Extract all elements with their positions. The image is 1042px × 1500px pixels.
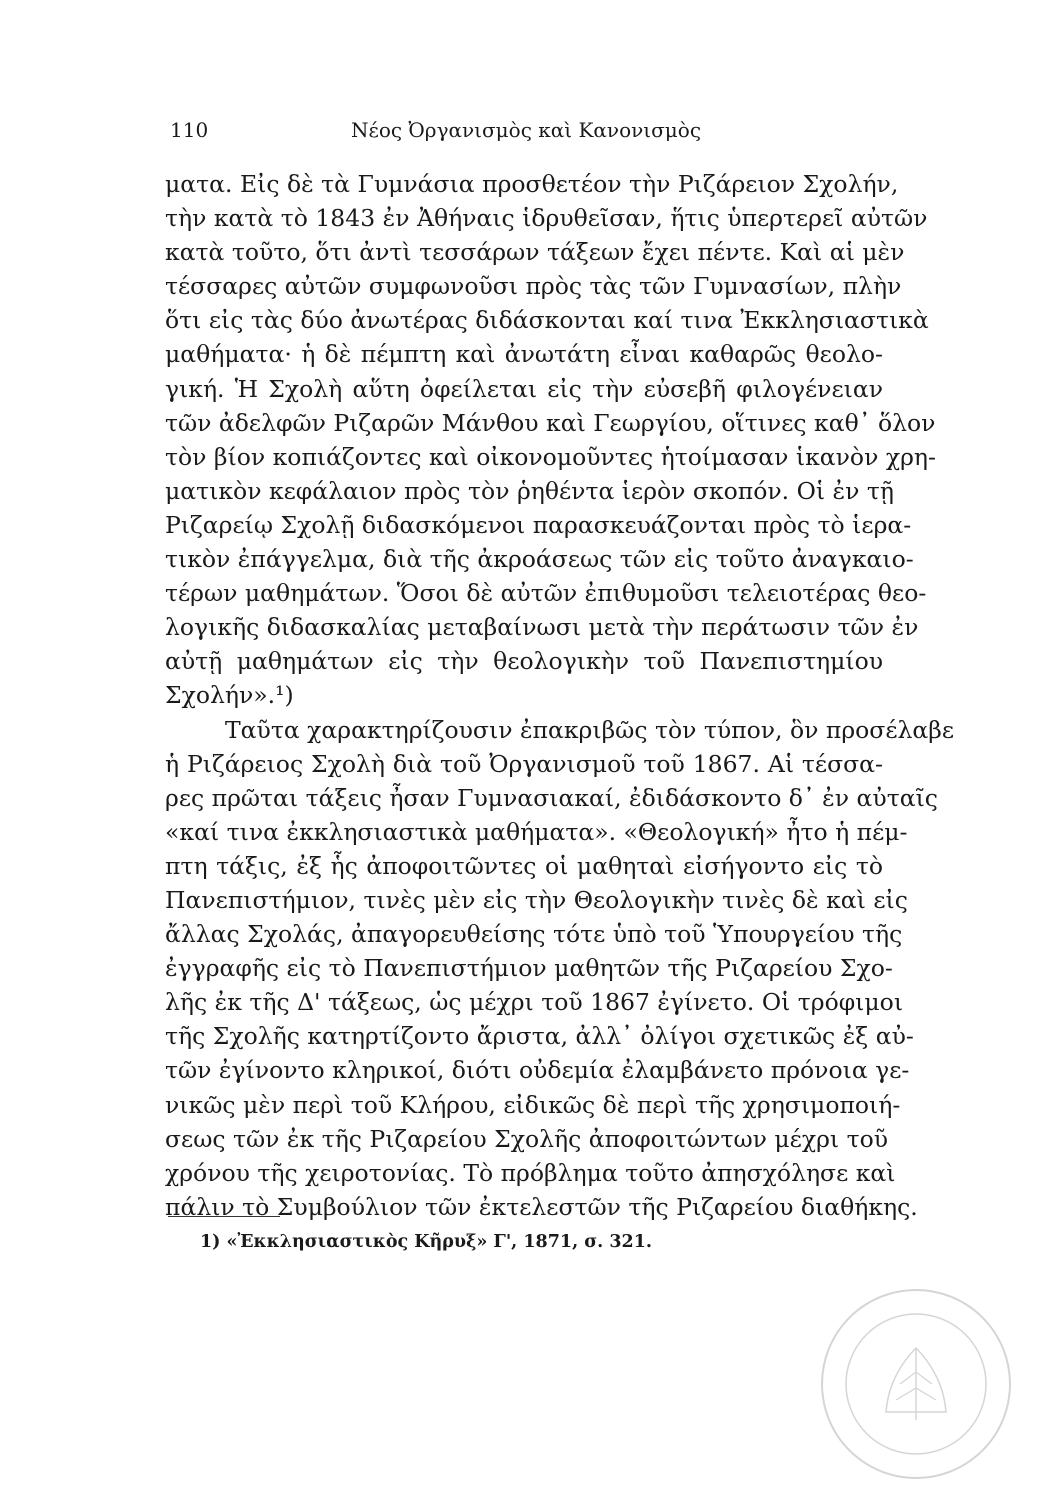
page-number: 110 — [170, 118, 209, 142]
text-line: πτη τάξις, ἐξ ἧς ἀποφοιτῶντες οἱ μαθηταὶ εἰσήγοντο εἰς τὸ — [165, 851, 883, 880]
text-line: νικῶς μὲν περὶ τοῦ Κλήρου, εἰδικῶς δὲ περὶ τῆς χρησιμοποιή- — [165, 1090, 901, 1119]
text-line: γική. Ἡ Σχολὴ αὕτη ὀφείλεται εἰς τὴν εὐσεβῆ φιλογένειαν — [165, 374, 883, 403]
text-line: αὐτῇ μαθημάτων εἰς τὴν θεολογικὴν τοῦ Πανεπιστημίου — [165, 647, 883, 676]
text-line: Σχολήν».¹) — [165, 681, 294, 710]
footnote-divider — [168, 1216, 280, 1217]
text-line: σεως τῶν ἐκ τῆς Ριζαρείου Σχολῆς ἀποφοιτώντων μέχρι τοῦ — [165, 1124, 889, 1153]
text-line: λῆς ἐκ τῆς Δ' τάξεως, ὡς μέχρι τοῦ 1867 ἐγίνετο. Οἱ τρόφιμοι — [165, 988, 904, 1017]
text-line: κατὰ τοῦτο, ὅτι ἀντὶ τεσσάρων τάξεων ἔχει πέντε. Καὶ αἱ μὲν — [165, 238, 905, 267]
footnote: 1) «Ἐκκλησιαστικὸς Κῆρυξ» Γ', 1871, σ. 321. — [200, 1232, 652, 1252]
text-line: ἄλλας Σχολάς, ἀπαγορευθείσης τότε ὑπὸ τοῦ Ὑπουργείου τῆς — [165, 920, 903, 949]
text-line: ἡ Ριζάρειος Σχολὴ διὰ τοῦ Ὀργανισμοῦ τοῦ 1867. Αἱ τέσσα- — [165, 749, 883, 778]
text-line: λογικῆς διδασκαλίας μεταβαίνωσι μετὰ τὴν περάτωσιν τῶν ἐν — [165, 613, 919, 642]
text-line: τέσσαρες αὐτῶν συμφωνοῦσι πρὸς τὰς τῶν Γυμνασίων, πλὴν — [165, 272, 902, 301]
text-line: πάλιν τὸ Συμβούλιον τῶν ἐκτελεστῶν τῆς Ριζαρείου διαθήκης. — [165, 1192, 918, 1221]
text-line: τῶν ἐγίνοντο κληρικοί, διότι οὐδεμία ἐλαμβάνετο πρόνοια γε- — [165, 1056, 910, 1085]
running-title: Νέος Ὀργανισμὸς καὶ Κανονισμὸς — [350, 118, 702, 142]
body-text — [165, 167, 955, 1224]
text-line: ματικὸν κεφάλαιον πρὸς τὸν ῥηθέντα ἱερὸν σκοπόν. Οἱ ἐν τῇ — [165, 476, 895, 505]
text-line: Πανεπιστήμιον, τινὲς μὲν εἰς τὴν Θεολογικὴν τινὲς δὲ καὶ εἰς — [165, 885, 908, 914]
text-line: τῆς Σχολῆς κατηρτίζοντο ἄριστα, ἀλλ᾽ ὀλίγοι σχετικῶς ἐξ αὐ- — [165, 1022, 914, 1051]
text-line: μαθήματα· ἡ δὲ πέμπτη καὶ ἀνωτάτη εἶναι καθαρῶς θεολο- — [165, 340, 883, 369]
text-line: τικὸν ἐπάγγελμα, διὰ τῆς ἀκροάσεως τῶν εἰς τοῦτο ἀναγκαιο- — [165, 545, 914, 574]
text-line: χρόνου τῆς χειροτονίας. Τὸ πρόβλημα τοῦτο ἀπησχόλησε καὶ — [165, 1158, 896, 1187]
text-line: Ριζαρείῳ Σχολῇ διδασκόμενοι παρασκευάζονται πρὸς τὸ ἱερα- — [165, 510, 912, 539]
text-line: τὴν κατὰ τὸ 1843 ἐν Ἀθήναις ἱδρυθεῖσαν, ἥτις ὑπερτερεῖ αὐτῶν — [165, 204, 928, 233]
text-line: τὸν βίον κοπιάζοντες καὶ οἰκονομοῦντες ἡτοίμασαν ἱκανὸν χρη- — [165, 442, 936, 471]
text-line: τῶν ἀδελφῶν Ριζαρῶν Μάνθου καὶ Γεωργίου, οἵτινες καθ᾽ ὅλον — [165, 408, 936, 437]
text-line: Ταῦτα χαρακτηρίζουσιν ἐπακριβῶς τὸν τύπον, ὃν προσέλαβε — [225, 715, 955, 744]
text-line: «καί τινα ἐκκλησιαστικὰ μαθήματα». «Θεολογική» ἦτο ἡ πέμ- — [165, 817, 908, 846]
text-line: ἐγγραφῆς εἰς τὸ Πανεπιστήμιον μαθητῶν τῆς Ριζαρείου Σχο- — [165, 954, 893, 983]
text-line: ρες πρῶται τάξεις ἦσαν Γυμνασιακαί, ἐδιδάσκοντο δ᾽ ἐν αὐταῖς — [165, 783, 938, 812]
text-line: ματα. Εἰς δὲ τὰ Γυμνάσια προσθετέον τὴν Ριζάρειον Σχολήν, — [165, 170, 899, 198]
university-seal-icon — [816, 1284, 1016, 1484]
text-line: ὅτι εἰς τὰς δύο ἀνωτέρας διδάσκονται καί τινα Ἐκκλησιαστικὰ — [165, 306, 929, 335]
text-line: τέρων μαθημάτων. Ὅσοι δὲ αὐτῶν ἐπιθυμοῦσι τελειοτέρας θεο- — [165, 579, 927, 608]
page-header — [170, 118, 882, 148]
